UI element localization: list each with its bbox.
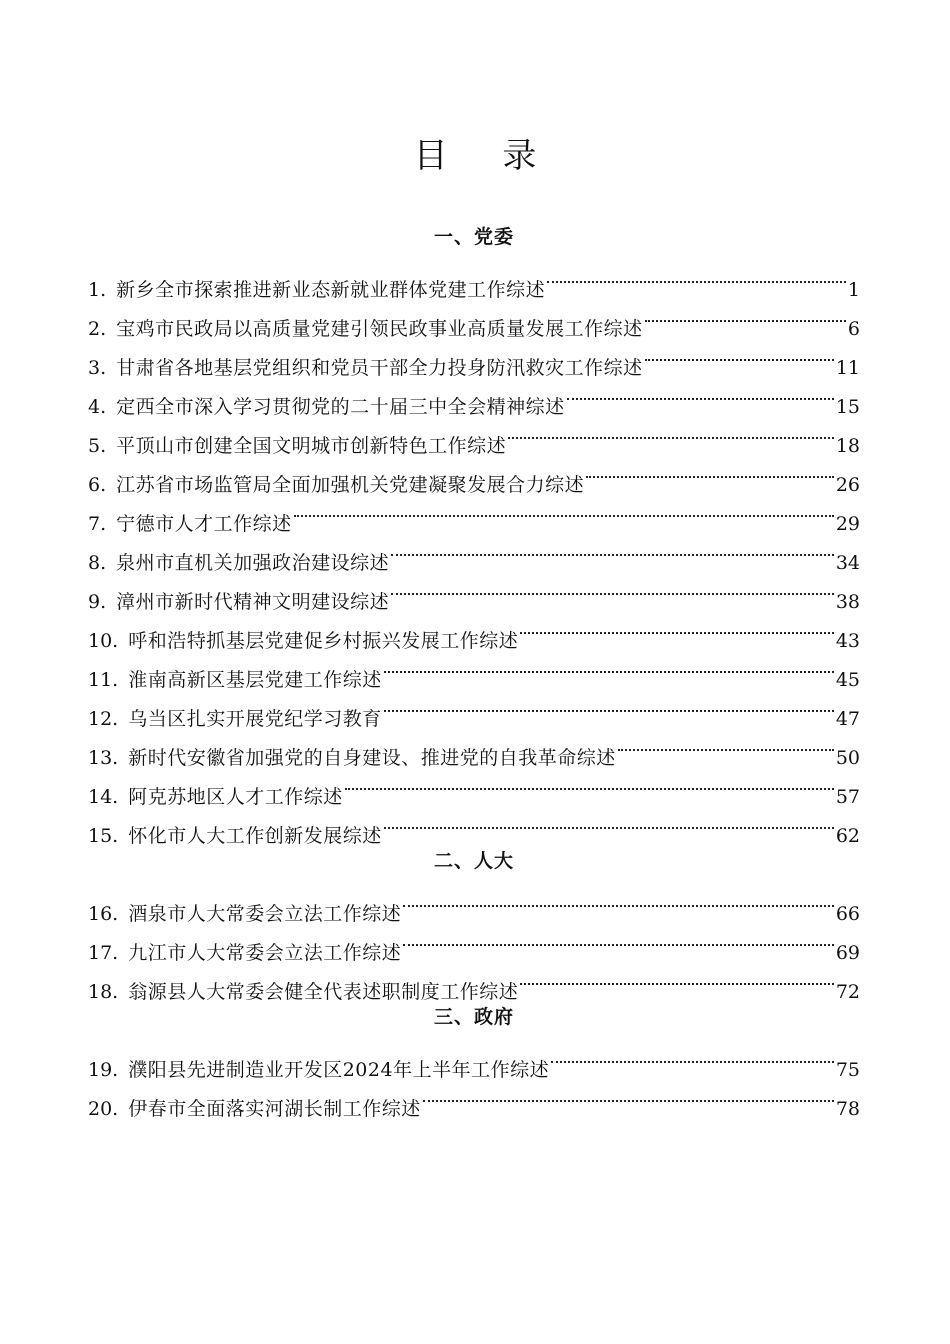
entry-page-number: 26 — [835, 474, 860, 496]
entry-page-number: 72 — [835, 981, 860, 1003]
entry-title: 甘肃省各地基层党组织和党员干部全力投身防汛救灾工作综述 — [116, 357, 643, 379]
entry-number: 8. — [88, 552, 107, 574]
entry-title: 宁德市人才工作综述 — [116, 513, 292, 535]
toc-section-peoples-congress — [88, 842, 860, 1003]
entry-number: 5. — [88, 435, 107, 457]
entry-number: 13. — [88, 747, 119, 769]
dot-leader — [508, 413, 834, 452]
entry-title: 泉州市直机关加强政治建设综述 — [116, 552, 390, 574]
entry-title: 九江市人大常委会立法工作综述 — [128, 942, 402, 964]
entry-page-number: 29 — [835, 513, 860, 535]
entry-title: 翁源县人大常委会健全代表述职制度工作综述 — [128, 981, 519, 1003]
dot-leader — [423, 1076, 834, 1115]
toc-section-government — [88, 998, 860, 1120]
entry-page-number: 78 — [835, 1098, 860, 1120]
entry-page-number: 34 — [835, 552, 860, 574]
dot-leader — [345, 764, 834, 803]
entry-page-number: 6 — [847, 318, 860, 340]
entry-number: 20. — [88, 1098, 119, 1120]
toc-entry[interactable] — [88, 881, 860, 925]
dot-leader — [618, 725, 834, 764]
dot-leader — [391, 530, 834, 569]
toc-entry[interactable] — [88, 1037, 860, 1081]
entry-page-number: 18 — [835, 435, 860, 457]
dot-leader — [384, 803, 834, 842]
entry-page-number: 43 — [835, 630, 860, 652]
dot-leader — [645, 296, 846, 335]
entry-page-number: 47 — [835, 708, 860, 730]
entry-page-number: 1 — [847, 279, 860, 301]
dot-leader — [403, 920, 834, 959]
toc-section-party-committee — [88, 218, 860, 847]
entry-title: 平顶山市创建全国文明城市创新特色工作综述 — [116, 435, 507, 457]
dot-leader — [547, 257, 846, 296]
entry-page-number: 57 — [835, 786, 860, 808]
entry-page-number: 50 — [835, 747, 860, 769]
entry-page-number: 15 — [835, 396, 860, 418]
entry-number: 19. — [88, 1059, 119, 1081]
section-heading: 三、政府 — [433, 1006, 514, 1028]
entry-title: 怀化市人大工作创新发展综述 — [128, 825, 382, 847]
entry-title: 伊春市全面落实河湖长制工作综述 — [128, 1098, 421, 1120]
entry-number: 2. — [88, 318, 107, 340]
entry-number: 17. — [88, 942, 119, 964]
entry-title: 呼和浩特抓基层党建促乡村振兴发展工作综述 — [128, 630, 519, 652]
dot-leader — [294, 491, 834, 530]
section-heading: 一、党委 — [433, 226, 514, 248]
entry-page-number: 38 — [835, 591, 860, 613]
entry-title: 江苏省市场监管局全面加强机关党建凝聚发展合力综述 — [116, 474, 585, 496]
dot-leader — [391, 569, 834, 608]
table-of-contents — [88, 218, 860, 1120]
entry-title: 新乡全市探索推进新业态新就业群体党建工作综述 — [116, 279, 546, 301]
dot-leader — [384, 686, 834, 725]
entry-number: 18. — [88, 981, 119, 1003]
entry-number: 7. — [88, 513, 107, 535]
entry-number: 3. — [88, 357, 107, 379]
entry-page-number: 62 — [835, 825, 860, 847]
entry-number: 14. — [88, 786, 119, 808]
entry-title: 阿克苏地区人才工作综述 — [128, 786, 343, 808]
entry-title: 酒泉市人大常委会立法工作综述 — [128, 903, 402, 925]
entry-number: 12. — [88, 708, 119, 730]
entry-page-number: 11 — [835, 357, 860, 379]
toc-entry[interactable] — [88, 257, 860, 301]
entry-number: 11. — [88, 669, 119, 691]
dot-leader — [384, 647, 834, 686]
dot-leader — [520, 959, 834, 998]
dot-leader — [586, 452, 834, 491]
entry-number: 6. — [88, 474, 107, 496]
dot-leader — [645, 335, 834, 374]
entry-number: 4. — [88, 396, 107, 418]
entry-number: 1. — [88, 279, 107, 301]
entry-number: 10. — [88, 630, 119, 652]
entry-page-number: 45 — [835, 669, 860, 691]
entry-page-number: 75 — [835, 1059, 860, 1081]
entry-title: 乌当区扎实开展党纪学习教育 — [128, 708, 382, 730]
entry-number: 15. — [88, 825, 119, 847]
entry-title: 宝鸡市民政局以高质量党建引领民政事业高质量发展工作综述 — [116, 318, 643, 340]
entry-title: 定西全市深入学习贯彻党的二十届三中全会精神综述 — [116, 396, 565, 418]
entry-title: 新时代安徽省加强党的自身建设、推进党的自我革命综述 — [128, 747, 616, 769]
entry-title: 濮阳县先进制造业开发区2024年上半年工作综述 — [128, 1059, 550, 1081]
section-heading: 二、人大 — [433, 850, 514, 872]
entry-page-number: 69 — [835, 942, 860, 964]
dot-leader — [520, 608, 834, 647]
entry-title: 漳州市新时代精神文明建设综述 — [116, 591, 390, 613]
dot-leader — [403, 881, 834, 920]
entry-page-number: 66 — [835, 903, 860, 925]
entry-number: 9. — [88, 591, 107, 613]
toc-title: 目 录 — [413, 136, 559, 176]
entry-title: 淮南高新区基层党建工作综述 — [128, 669, 382, 691]
entry-number: 16. — [88, 903, 119, 925]
dot-leader — [551, 1037, 834, 1076]
dot-leader — [567, 374, 834, 413]
